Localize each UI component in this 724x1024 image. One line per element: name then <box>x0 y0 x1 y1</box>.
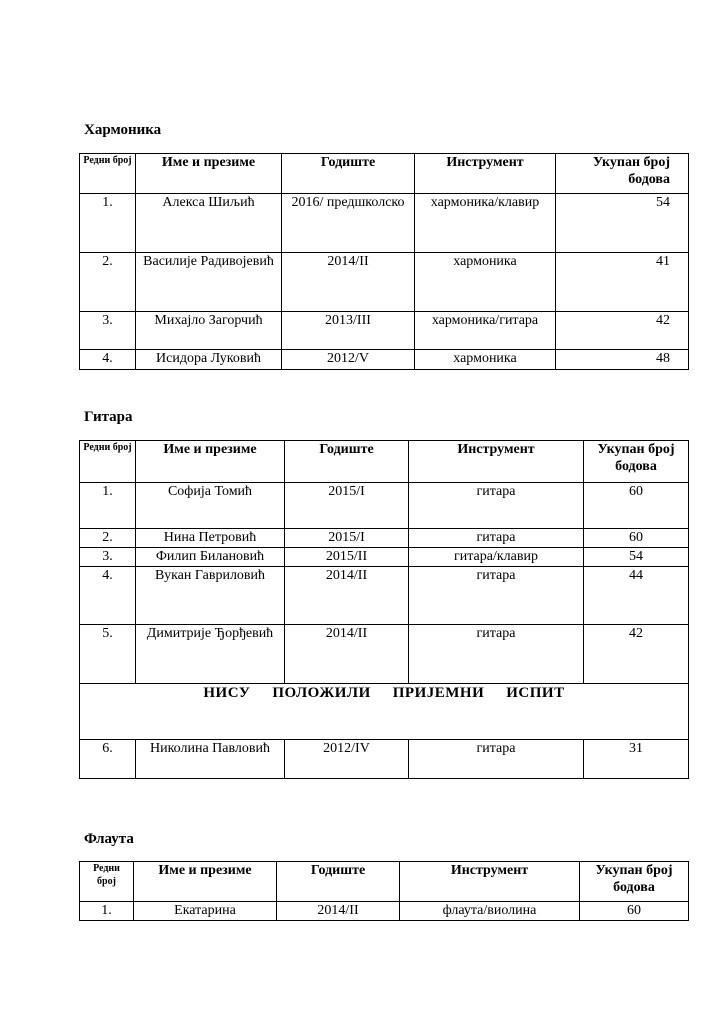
table-row <box>80 350 689 370</box>
failed-word-1: НИСУ <box>203 685 251 701</box>
cell-points: 60 <box>584 529 689 548</box>
failed-exam-heading <box>80 684 689 740</box>
cell-points: 54 <box>556 194 689 253</box>
table-row <box>80 740 689 779</box>
cell-name: Нина Петровић <box>136 529 285 548</box>
table-row <box>80 529 689 548</box>
failed-exam-heading-row <box>80 684 689 740</box>
cell-ordinal: 4. <box>80 350 136 370</box>
table-row <box>80 548 689 567</box>
table-row <box>80 902 689 921</box>
header-name: Име и презиме <box>136 441 285 483</box>
failed-word-2: ПОЛОЖИЛИ <box>272 685 371 701</box>
cell-instrument: гитара/клавир <box>409 548 584 567</box>
cell-name: Василије Радивојевић <box>136 253 282 312</box>
cell-ordinal: 3. <box>80 548 136 567</box>
table-row <box>80 194 689 253</box>
cell-name: Софија Томић <box>136 483 285 529</box>
header-year: Годиште <box>282 154 415 194</box>
header-instrument: Инструмент <box>409 441 584 483</box>
header-ordinal: Редни број <box>80 154 136 194</box>
table-row <box>80 253 689 312</box>
cell-year: 2014/II <box>277 902 400 921</box>
cell-year: 2016/ предшколско <box>282 194 415 253</box>
cell-instrument: хармоника <box>415 253 556 312</box>
header-ordinal: Редни број <box>80 862 134 902</box>
cell-ordinal: 2. <box>80 253 136 312</box>
cell-year: 2014/II <box>285 625 409 684</box>
table-header-row <box>80 154 689 194</box>
cell-ordinal: 4. <box>80 567 136 625</box>
header-name: Име и презиме <box>134 862 277 902</box>
cell-ordinal: 1. <box>80 902 134 921</box>
cell-year: 2014/II <box>282 253 415 312</box>
cell-points: 42 <box>584 625 689 684</box>
cell-points: 31 <box>584 740 689 779</box>
cell-year: 2012/V <box>282 350 415 370</box>
header-ordinal: Редни број <box>80 441 136 483</box>
cell-ordinal: 5. <box>80 625 136 684</box>
cell-name: Исидора Луковић <box>136 350 282 370</box>
cell-points: 48 <box>556 350 689 370</box>
section-title-gitara: Гитара <box>84 409 133 425</box>
header-instrument: Инструмент <box>400 862 580 902</box>
cell-year: 2015/I <box>285 483 409 529</box>
cell-name: Алекса Шиљић <box>136 194 282 253</box>
cell-points: 60 <box>584 483 689 529</box>
cell-ordinal: 1. <box>80 483 136 529</box>
cell-name: Николина Павловић <box>136 740 285 779</box>
table-row <box>80 483 689 529</box>
table-header-row <box>80 441 689 483</box>
cell-name: Вукан Гавриловић <box>136 567 285 625</box>
cell-instrument: флаута/виолина <box>400 902 580 921</box>
header-points: Укупан број бодова <box>584 441 689 483</box>
cell-points: 44 <box>584 567 689 625</box>
cell-year: 2012/IV <box>285 740 409 779</box>
header-points: Укупан број бодова <box>580 862 689 902</box>
header-name: Име и презиме <box>136 154 282 194</box>
header-year: Годиште <box>277 862 400 902</box>
cell-year: 2015/I <box>285 529 409 548</box>
cell-points: 60 <box>580 902 689 921</box>
cell-points: 54 <box>584 548 689 567</box>
table-row <box>80 312 689 350</box>
cell-name: Филип Билановић <box>136 548 285 567</box>
cell-name: Михајло Загорчић <box>136 312 282 350</box>
cell-name: Димитрије Ђорђевић <box>136 625 285 684</box>
cell-ordinal: 2. <box>80 529 136 548</box>
failed-word-4: ИСПИТ <box>506 685 565 701</box>
cell-instrument: гитара <box>409 483 584 529</box>
cell-name: Екатарина <box>134 902 277 921</box>
cell-instrument: хармоника <box>415 350 556 370</box>
cell-year: 2013/III <box>282 312 415 350</box>
header-points: Укупан број бодова <box>556 154 689 194</box>
header-instrument: Инструмент <box>415 154 556 194</box>
cell-year: 2014/II <box>285 567 409 625</box>
cell-instrument: гитара <box>409 740 584 779</box>
cell-ordinal: 6. <box>80 740 136 779</box>
cell-instrument: гитара <box>409 529 584 548</box>
header-year: Годиште <box>285 441 409 483</box>
table-row <box>80 625 689 684</box>
table-row <box>80 567 689 625</box>
cell-instrument: гитара <box>409 625 584 684</box>
cell-instrument: хармоника/гитара <box>415 312 556 350</box>
cell-year: 2015/II <box>285 548 409 567</box>
cell-ordinal: 3. <box>80 312 136 350</box>
table-header-row <box>80 862 689 902</box>
table-flauta <box>79 861 689 921</box>
cell-ordinal: 1. <box>80 194 136 253</box>
cell-points: 42 <box>556 312 689 350</box>
table-harmonika <box>79 153 689 370</box>
section-title-harmonika: Хармоника <box>84 122 162 138</box>
table-gitara <box>79 440 689 779</box>
cell-instrument: гитара <box>409 567 584 625</box>
cell-points: 41 <box>556 253 689 312</box>
failed-word-3: ПРИЈЕМНИ <box>392 685 485 701</box>
cell-instrument: хармоника/клавир <box>415 194 556 253</box>
section-title-flauta: Флаута <box>84 831 134 847</box>
